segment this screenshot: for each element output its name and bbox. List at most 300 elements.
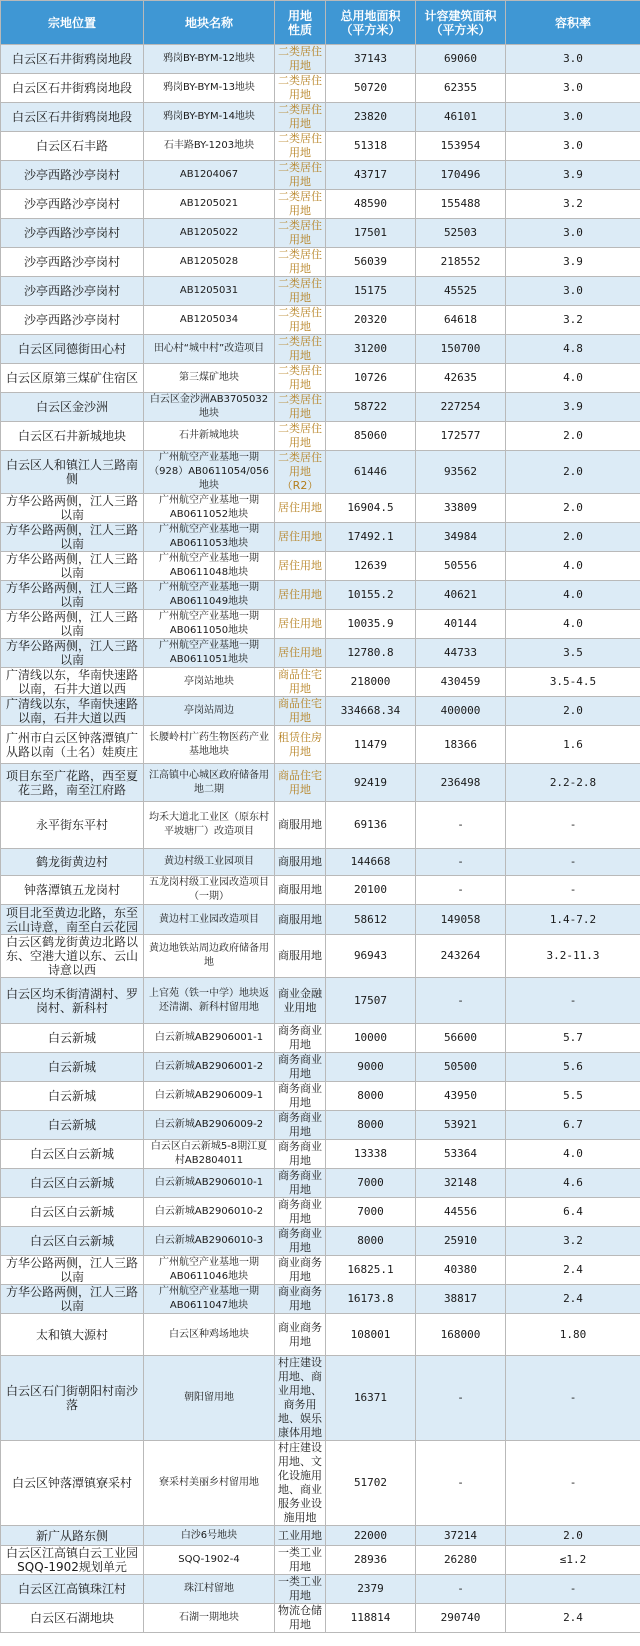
cell-use: 租赁住房用地 (275, 726, 326, 764)
cell-use: 二类居住用地 (275, 364, 326, 393)
cell-location: 广清线以东，华南快速路以南，石井大道以西 (1, 668, 144, 697)
header-name: 地块名称 (144, 1, 275, 45)
cell-use: 商品住宅用地 (275, 697, 326, 726)
table-row (1, 219, 640, 248)
table-row (1, 306, 640, 335)
cell-gfa: 32148 (416, 1169, 506, 1198)
cell-location: 白云区白云新城 (1, 1140, 144, 1169)
cell-far: 2.4 (506, 1256, 640, 1285)
cell-far: 6.7 (506, 1111, 640, 1140)
cell-gfa: 44556 (416, 1198, 506, 1227)
cell-use: 村庄建设用地、文化设施用地、商业服务业设施用地 (275, 1441, 326, 1526)
cell-area: 10726 (326, 364, 416, 393)
cell-location: 项目北至黄边北路，东至云山诗意，南至白云花园 (1, 905, 144, 935)
cell-area: 8000 (326, 1082, 416, 1111)
cell-gfa: 236498 (416, 764, 506, 802)
cell-area: 16371 (326, 1356, 416, 1441)
table-row (1, 1198, 640, 1227)
table-row (1, 764, 640, 802)
cell-use: 物流仓储用地 (275, 1604, 326, 1633)
cell-location: 白云新城 (1, 1053, 144, 1082)
cell-name: 广州航空产业基地一期AB0611051地块 (144, 639, 275, 668)
cell-name: 黄边地铁站周边政府储备用地 (144, 935, 275, 978)
cell-area: 43717 (326, 161, 416, 190)
cell-area: 8000 (326, 1227, 416, 1256)
cell-gfa: 37214 (416, 1526, 506, 1546)
header-area: 总用地面积 （平方米） (326, 1, 416, 45)
cell-area: 23820 (326, 103, 416, 132)
cell-name: 广州航空产业基地一期AB0611047地块 (144, 1285, 275, 1314)
cell-location: 沙亭西路沙亭岗村 (1, 277, 144, 306)
cell-use: 二类居住用地 (275, 103, 326, 132)
cell-far: 3.0 (506, 219, 640, 248)
cell-location: 白云新城 (1, 1111, 144, 1140)
cell-gfa: 46101 (416, 103, 506, 132)
cell-gfa: 149058 (416, 905, 506, 935)
cell-area: 96943 (326, 935, 416, 978)
cell-location: 方华公路两侧，江人三路以南 (1, 1285, 144, 1314)
cell-use: 二类居住用地 (275, 248, 326, 277)
cell-name: 白云区金沙洲AB3705032地块 (144, 393, 275, 422)
table-row (1, 1285, 640, 1314)
cell-location: 沙亭西路沙亭岗村 (1, 219, 144, 248)
cell-area: 118814 (326, 1604, 416, 1633)
cell-location: 白云区石湖地块 (1, 1604, 144, 1633)
cell-use: 二类居住用地 (275, 306, 326, 335)
cell-area: 11479 (326, 726, 416, 764)
cell-location: 太和镇大源村 (1, 1314, 144, 1356)
cell-name: AB1204067 (144, 161, 275, 190)
cell-area: 85060 (326, 422, 416, 451)
cell-gfa: 56600 (416, 1024, 506, 1053)
table-row (1, 1546, 640, 1575)
cell-location: 方华公路两侧，江人三路以南 (1, 610, 144, 639)
table-row (1, 364, 640, 393)
table-row (1, 277, 640, 306)
cell-far: 4.6 (506, 1169, 640, 1198)
cell-far: 4.0 (506, 1140, 640, 1169)
cell-location: 项目东至广花路，西至夏花三路，南至江府路 (1, 764, 144, 802)
cell-name: 均禾大道北工业区（原东村平坡塘厂）改造项目 (144, 802, 275, 849)
cell-gfa: 93562 (416, 451, 506, 494)
table-row (1, 876, 640, 905)
cell-gfa: - (416, 802, 506, 849)
cell-name: 广州航空产业基地一期AB0611050地块 (144, 610, 275, 639)
cell-area: 144668 (326, 849, 416, 876)
cell-gfa: 50500 (416, 1053, 506, 1082)
cell-name: SQQ-1902-4 (144, 1546, 275, 1575)
cell-name: 亭岗站地块 (144, 668, 275, 697)
table-row (1, 1053, 640, 1082)
cell-area: 58722 (326, 393, 416, 422)
header-location: 宗地位置 (1, 1, 144, 45)
cell-gfa: 430459 (416, 668, 506, 697)
cell-use: 二类居住用地 (275, 74, 326, 103)
cell-location: 白云区金沙洲 (1, 393, 144, 422)
cell-name: AB1205021 (144, 190, 275, 219)
cell-gfa: 53921 (416, 1111, 506, 1140)
table-row (1, 668, 640, 697)
cell-far: 3.0 (506, 103, 640, 132)
cell-far: - (506, 802, 640, 849)
cell-gfa: - (416, 1356, 506, 1441)
cell-far: - (506, 978, 640, 1024)
cell-use: 二类居住用地 (275, 161, 326, 190)
table-row (1, 802, 640, 849)
cell-name: 广州航空产业基地一期AB0611048地块 (144, 552, 275, 581)
cell-name: 白云区白云新城5-8期江夏村AB2804011 (144, 1140, 275, 1169)
cell-far: 3.5-4.5 (506, 668, 640, 697)
cell-area: 17501 (326, 219, 416, 248)
cell-name: 鸦岗BY-BYM-13地块 (144, 74, 275, 103)
cell-use: 商务商业用地 (275, 1024, 326, 1053)
cell-gfa: 26280 (416, 1546, 506, 1575)
cell-location: 白云区石丰路 (1, 132, 144, 161)
cell-location: 白云区石井街鸦岗地段 (1, 103, 144, 132)
cell-far: 2.0 (506, 697, 640, 726)
cell-far: - (506, 876, 640, 905)
cell-area: 334668.34 (326, 697, 416, 726)
cell-far: 3.9 (506, 248, 640, 277)
cell-area: 61446 (326, 451, 416, 494)
cell-name: 亭岗站周边 (144, 697, 275, 726)
cell-name: AB1205031 (144, 277, 275, 306)
cell-use: 二类居住用地（R2） (275, 451, 326, 494)
cell-gfa: 45525 (416, 277, 506, 306)
cell-location: 沙亭西路沙亭岗村 (1, 161, 144, 190)
cell-name: AB1205022 (144, 219, 275, 248)
cell-use: 居住用地 (275, 494, 326, 523)
cell-use: 商服用地 (275, 849, 326, 876)
cell-area: 50720 (326, 74, 416, 103)
cell-location: 新广从路东侧 (1, 1526, 144, 1546)
cell-name: 长腰岭村广药生物医药产业基地地块 (144, 726, 275, 764)
cell-area: 58612 (326, 905, 416, 935)
cell-use: 工业用地 (275, 1526, 326, 1546)
cell-gfa: - (416, 978, 506, 1024)
cell-gfa: 69060 (416, 45, 506, 74)
cell-location: 白云区石门街朝阳村南沙落 (1, 1356, 144, 1441)
cell-gfa: 400000 (416, 697, 506, 726)
cell-use: 商品住宅用地 (275, 668, 326, 697)
cell-far: - (506, 849, 640, 876)
cell-use: 商务商业用地 (275, 1198, 326, 1227)
cell-location: 白云区石井街鸦岗地段 (1, 45, 144, 74)
cell-far: 5.6 (506, 1053, 640, 1082)
cell-use: 商务商业用地 (275, 1082, 326, 1111)
cell-location: 白云区同德街田心村 (1, 335, 144, 364)
cell-gfa: 290740 (416, 1604, 506, 1633)
cell-gfa: 44733 (416, 639, 506, 668)
cell-location: 白云区均禾街清湖村、罗岗村、新科村 (1, 978, 144, 1024)
cell-far: 3.0 (506, 45, 640, 74)
table-row (1, 1140, 640, 1169)
cell-gfa: 170496 (416, 161, 506, 190)
cell-area: 37143 (326, 45, 416, 74)
table-row (1, 697, 640, 726)
cell-area: 7000 (326, 1198, 416, 1227)
header-far: 容积率 (506, 1, 640, 45)
cell-area: 13338 (326, 1140, 416, 1169)
cell-name: AB1205034 (144, 306, 275, 335)
cell-gfa: 53364 (416, 1140, 506, 1169)
cell-far: ≤1.2 (506, 1546, 640, 1575)
cell-gfa: 153954 (416, 132, 506, 161)
cell-area: 218000 (326, 668, 416, 697)
cell-far: 5.7 (506, 1024, 640, 1053)
cell-location: 白云区江高镇白云工业园SQQ-1902规划单元 (1, 1546, 144, 1575)
cell-area: 51318 (326, 132, 416, 161)
cell-far: 3.9 (506, 393, 640, 422)
cell-name: 第三煤矿地块 (144, 364, 275, 393)
cell-far: 2.0 (506, 494, 640, 523)
table-row (1, 422, 640, 451)
cell-name: 白云新城AB2906001-1 (144, 1024, 275, 1053)
cell-use: 二类居住用地 (275, 190, 326, 219)
cell-location: 白云区白云新城 (1, 1227, 144, 1256)
cell-name: 白云新城AB2906010-1 (144, 1169, 275, 1198)
table-row (1, 935, 640, 978)
cell-location: 方华公路两侧，江人三路以南 (1, 1256, 144, 1285)
cell-area: 10155.2 (326, 581, 416, 610)
cell-gfa: 64618 (416, 306, 506, 335)
cell-name: 石丰路BY-1203地块 (144, 132, 275, 161)
cell-gfa: 18366 (416, 726, 506, 764)
cell-area: 28936 (326, 1546, 416, 1575)
cell-gfa: - (416, 1575, 506, 1604)
cell-gfa: 218552 (416, 248, 506, 277)
cell-location: 钟落潭镇五龙岗村 (1, 876, 144, 905)
table-row (1, 581, 640, 610)
cell-gfa: 42635 (416, 364, 506, 393)
cell-location: 广州市白云区钟落潭镇广从路以南（土名）娃庾庄 (1, 726, 144, 764)
cell-name: 石井新城地块 (144, 422, 275, 451)
table-row (1, 45, 640, 74)
cell-far: 1.6 (506, 726, 640, 764)
table-row (1, 1526, 640, 1546)
cell-use: 一类工业用地 (275, 1575, 326, 1604)
cell-far: 3.0 (506, 277, 640, 306)
cell-name: 白云新城AB2906010-2 (144, 1198, 275, 1227)
cell-far: 3.9 (506, 161, 640, 190)
cell-far: 3.2 (506, 190, 640, 219)
table-row (1, 451, 640, 494)
table-row (1, 610, 640, 639)
cell-far: 3.2-11.3 (506, 935, 640, 978)
cell-location: 白云区石井街鸦岗地段 (1, 74, 144, 103)
cell-use: 二类居住用地 (275, 422, 326, 451)
cell-gfa: 40380 (416, 1256, 506, 1285)
cell-far: 4.0 (506, 610, 640, 639)
cell-area: 16173.8 (326, 1285, 416, 1314)
cell-name: 白云区种鸡场地块 (144, 1314, 275, 1356)
cell-location: 方华公路两侧，江人三路以南 (1, 494, 144, 523)
table-row (1, 161, 640, 190)
table-row (1, 726, 640, 764)
cell-name: 广州航空产业基地一期（928）AB0611054/056地块 (144, 451, 275, 494)
cell-area: 2379 (326, 1575, 416, 1604)
cell-location: 沙亭西路沙亭岗村 (1, 190, 144, 219)
table-row (1, 1256, 640, 1285)
cell-gfa: - (416, 849, 506, 876)
cell-use: 商业商务用地 (275, 1314, 326, 1356)
cell-use: 居住用地 (275, 523, 326, 552)
table-row (1, 393, 640, 422)
cell-area: 17492.1 (326, 523, 416, 552)
cell-location: 白云区钟落潭镇寮采村 (1, 1441, 144, 1526)
table-row (1, 248, 640, 277)
header-row (1, 1, 640, 45)
cell-far: 3.0 (506, 132, 640, 161)
cell-name: 朝阳留用地 (144, 1356, 275, 1441)
cell-far: 2.4 (506, 1285, 640, 1314)
table-row (1, 1082, 640, 1111)
cell-gfa: 172577 (416, 422, 506, 451)
cell-far: 4.8 (506, 335, 640, 364)
cell-area: 20320 (326, 306, 416, 335)
cell-area: 8000 (326, 1111, 416, 1140)
cell-name: 广州航空产业基地一期AB0611046地块 (144, 1256, 275, 1285)
cell-area: 12639 (326, 552, 416, 581)
cell-location: 白云区原第三煤矿住宿区 (1, 364, 144, 393)
cell-name: 田心村“城中村”改造项目 (144, 335, 275, 364)
cell-far: 2.0 (506, 523, 640, 552)
cell-location: 沙亭西路沙亭岗村 (1, 306, 144, 335)
cell-name: 黄边村级工业园项目 (144, 849, 275, 876)
cell-name: 白云新城AB2906001-2 (144, 1053, 275, 1082)
cell-far: 3.5 (506, 639, 640, 668)
cell-use: 居住用地 (275, 552, 326, 581)
cell-gfa: 52503 (416, 219, 506, 248)
table-row (1, 639, 640, 668)
cell-gfa: 33809 (416, 494, 506, 523)
cell-gfa: 50556 (416, 552, 506, 581)
cell-name: 江高镇中心城区政府储备用地二期 (144, 764, 275, 802)
cell-gfa: 62355 (416, 74, 506, 103)
cell-use: 商务商业用地 (275, 1227, 326, 1256)
cell-use: 商务商业用地 (275, 1111, 326, 1140)
cell-location: 方华公路两侧，江人三路以南 (1, 552, 144, 581)
table-row (1, 978, 640, 1024)
cell-location: 方华公路两侧，江人三路以南 (1, 523, 144, 552)
table-row (1, 1356, 640, 1441)
cell-use: 一类工业用地 (275, 1546, 326, 1575)
cell-name: 白云新城AB2906010-3 (144, 1227, 275, 1256)
cell-far: 2.0 (506, 422, 640, 451)
cell-area: 15175 (326, 277, 416, 306)
cell-name: AB1205028 (144, 248, 275, 277)
table-row (1, 190, 640, 219)
cell-use: 商服用地 (275, 905, 326, 935)
cell-area: 56039 (326, 248, 416, 277)
table-body (1, 45, 640, 1633)
cell-area: 51702 (326, 1441, 416, 1526)
cell-area: 69136 (326, 802, 416, 849)
cell-name: 广州航空产业基地一期AB0611053地块 (144, 523, 275, 552)
cell-location: 鹤龙街黄边村 (1, 849, 144, 876)
header-gfa: 计容建筑面积 （平方米） (416, 1, 506, 45)
table-row (1, 1314, 640, 1356)
cell-area: 92419 (326, 764, 416, 802)
cell-use: 商品住宅用地 (275, 764, 326, 802)
table-row (1, 849, 640, 876)
cell-area: 22000 (326, 1526, 416, 1546)
cell-far: 2.2-2.8 (506, 764, 640, 802)
table-row (1, 132, 640, 161)
cell-use: 二类居住用地 (275, 277, 326, 306)
cell-far: 2.0 (506, 1526, 640, 1546)
cell-name: 珠江村留地 (144, 1575, 275, 1604)
cell-location: 方华公路两侧，江人三路以南 (1, 639, 144, 668)
cell-location: 白云新城 (1, 1082, 144, 1111)
cell-gfa: 150700 (416, 335, 506, 364)
cell-name: 五龙岗村级工业园改造项目（一期） (144, 876, 275, 905)
cell-use: 商服用地 (275, 802, 326, 849)
cell-area: 10035.9 (326, 610, 416, 639)
cell-name: 广州航空产业基地一期AB0611052地块 (144, 494, 275, 523)
cell-gfa: 40144 (416, 610, 506, 639)
cell-gfa: - (416, 876, 506, 905)
cell-gfa: 25910 (416, 1227, 506, 1256)
cell-use: 居住用地 (275, 581, 326, 610)
cell-use: 商务商业用地 (275, 1169, 326, 1198)
cell-use: 二类居住用地 (275, 219, 326, 248)
table-row (1, 1024, 640, 1053)
table-row (1, 1111, 640, 1140)
cell-name: 石湖一期地块 (144, 1604, 275, 1633)
cell-use: 商务商业用地 (275, 1140, 326, 1169)
cell-location: 白云区江高镇珠江村 (1, 1575, 144, 1604)
cell-far: 3.0 (506, 74, 640, 103)
cell-use: 村庄建设用地、商业用地、商务用地、娱乐康体用地 (275, 1356, 326, 1441)
cell-far: 3.2 (506, 1227, 640, 1256)
cell-use: 二类居住用地 (275, 132, 326, 161)
cell-far: 2.4 (506, 1604, 640, 1633)
cell-location: 广清线以东，华南快速路以南，石井大道以西 (1, 697, 144, 726)
cell-area: 48590 (326, 190, 416, 219)
cell-name: 白云新城AB2906009-2 (144, 1111, 275, 1140)
table-row (1, 1575, 640, 1604)
cell-name: 白云新城AB2906009-1 (144, 1082, 275, 1111)
cell-far: 1.4-7.2 (506, 905, 640, 935)
cell-location: 白云区人和镇江人三路南侧 (1, 451, 144, 494)
cell-area: 31200 (326, 335, 416, 364)
cell-far: 4.0 (506, 552, 640, 581)
cell-far: - (506, 1441, 640, 1526)
cell-far: 4.0 (506, 581, 640, 610)
cell-name: 广州航空产业基地一期AB0611049地块 (144, 581, 275, 610)
cell-use: 商务商业用地 (275, 1053, 326, 1082)
cell-area: 10000 (326, 1024, 416, 1053)
table-row (1, 1441, 640, 1526)
cell-name: 黄边村工业园改造项目 (144, 905, 275, 935)
table-row (1, 103, 640, 132)
cell-use: 二类居住用地 (275, 45, 326, 74)
cell-area: 12780.8 (326, 639, 416, 668)
cell-location: 白云区白云新城 (1, 1198, 144, 1227)
cell-far: - (506, 1356, 640, 1441)
cell-use: 二类居住用地 (275, 393, 326, 422)
cell-gfa: 38817 (416, 1285, 506, 1314)
cell-gfa: 155488 (416, 190, 506, 219)
table-row (1, 523, 640, 552)
cell-use: 商业商务用地 (275, 1256, 326, 1285)
cell-location: 沙亭西路沙亭岗村 (1, 248, 144, 277)
cell-area: 20100 (326, 876, 416, 905)
cell-gfa: 34984 (416, 523, 506, 552)
table-row (1, 552, 640, 581)
cell-far: 4.0 (506, 364, 640, 393)
